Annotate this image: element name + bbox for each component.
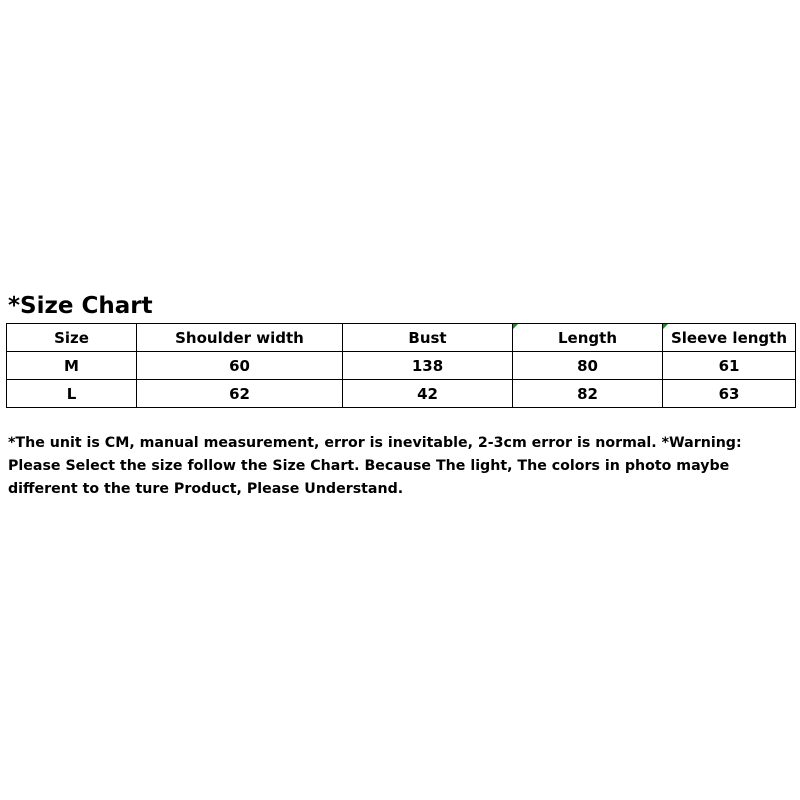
- note-line: *The unit is CM, manual measurement, error is inevitable, 2-3cm error is normal. *Warning:: [8, 435, 742, 451]
- note-line: Please Select the size follow the Size Chart. Because The light, The colors in photo maybe: [8, 458, 730, 474]
- cell-shoulder-width: 60: [137, 352, 343, 380]
- cell-shoulder-width: 62: [137, 380, 343, 408]
- header-bust: Bust: [343, 324, 513, 352]
- cell-bust: 42: [343, 380, 513, 408]
- size-note: [8, 432, 788, 501]
- cell-sleeve-length: 63: [663, 380, 796, 408]
- header-size: Size: [7, 324, 137, 352]
- note-line: different to the ture Product, Please Understand.: [8, 481, 404, 497]
- header-sleeve-length: Sleeve length: [663, 324, 796, 352]
- cell-sleeve-length: 61: [663, 352, 796, 380]
- table-row: [7, 380, 796, 408]
- cell-size: M: [7, 352, 137, 380]
- table-row: [7, 352, 796, 380]
- size-table: [6, 323, 796, 408]
- cell-length: 82: [513, 380, 663, 408]
- header-length: Length: [513, 324, 663, 352]
- cell-size: L: [7, 380, 137, 408]
- header-shoulder-width: Shoulder width: [137, 324, 343, 352]
- cell-bust: 138: [343, 352, 513, 380]
- table-header-row: [7, 324, 796, 352]
- cell-length: 80: [513, 352, 663, 380]
- size-chart-title: *Size Chart: [8, 293, 153, 319]
